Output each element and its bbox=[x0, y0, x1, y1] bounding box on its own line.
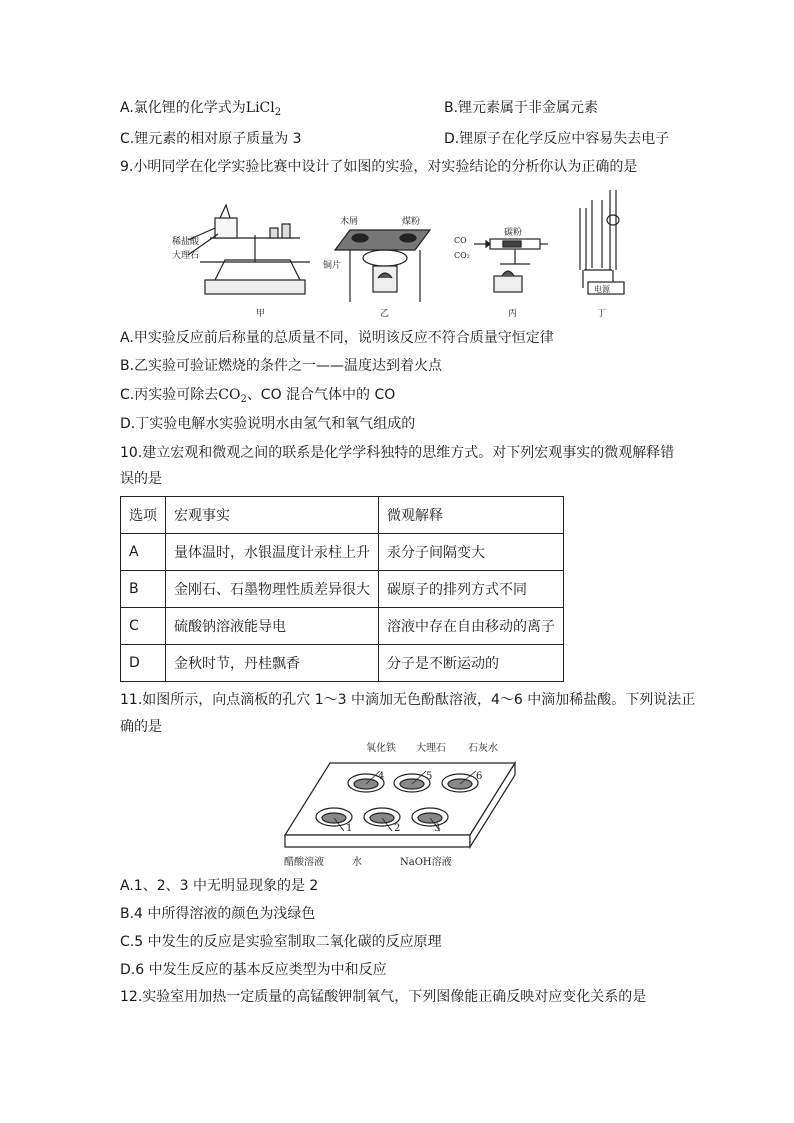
table-row: C 硫酸钠溶液能导电 溶液中存在自由移动的离子 bbox=[121, 608, 564, 645]
q11-option-b: B.4 中所得溶液的颜色为浅绿色 bbox=[120, 906, 316, 922]
q8-option-d: D.锂原子在化学反应中容易失去电子 bbox=[444, 131, 670, 147]
ding-label-power: 电源 bbox=[594, 285, 610, 294]
header-macro: 宏观事实 bbox=[166, 497, 379, 534]
label-naoh: NaOH溶液 bbox=[400, 857, 452, 868]
bing-caption: 丙 bbox=[508, 309, 518, 319]
q9-option-c: C.丙实验可除去$CO_2$、CO 混合气体中的 CO bbox=[120, 387, 396, 405]
header-micro: 微观解释 bbox=[379, 497, 564, 534]
well-number-3: 3 bbox=[434, 823, 441, 834]
well-number-5: 5 bbox=[426, 771, 433, 782]
q9-stem: 9.小明同学在化学实验比赛中设计了如图的实验，对实验结论的分析你认为正确的是 bbox=[120, 159, 638, 175]
q11-option-c: C.5 中发生的反应是实验室制取二氧化碳的反应原理 bbox=[120, 934, 442, 950]
q9-option-a: A.甲实验反应前后称量的总质量不同，说明该反应不符合质量守恒定律 bbox=[120, 330, 554, 346]
ding-caption: 丁 bbox=[597, 309, 607, 319]
q12-stem: 12.实验室用加热一定质量的高锰酸钾制氧气，下列图像能正确反映对应变化关系的是 bbox=[120, 989, 647, 1005]
q11-spot-plate-figure bbox=[0, 735, 794, 875]
yi-label-copper: 铜片 bbox=[323, 261, 342, 271]
bing-label-co2: CO₂ bbox=[454, 251, 470, 260]
q10-stem-line2: 误的是 bbox=[120, 471, 162, 487]
ding-electrolysis-apparatus bbox=[580, 190, 624, 294]
table-row: B 金刚石、石墨物理性质差异很大 碳原子的排列方式不同 bbox=[121, 571, 564, 608]
q8-option-c: C.锂元素的相对原子质量为 3 bbox=[120, 131, 302, 147]
q11-option-a: A.1、2、3 中无明显现象的是 2 bbox=[120, 878, 319, 894]
q11-stem-line2: 确的是 bbox=[120, 719, 162, 735]
yi-label-sawdust: 木屑 bbox=[340, 217, 359, 227]
well-number-2: 2 bbox=[394, 823, 401, 834]
q8-option-b: B.锂元素属于非金属元素 bbox=[444, 100, 599, 116]
q10-stem-line1: 10.建立宏观和微观之间的联系是化学学科独特的思维方式。对下列宏观事实的微观解释错 bbox=[120, 445, 675, 461]
label-iron-oxide: 氧化铁 bbox=[366, 743, 396, 754]
label-acetic-acid: 醋酸溶液 bbox=[284, 857, 324, 868]
q10-table bbox=[120, 496, 564, 682]
well-number-4: 4 bbox=[378, 771, 385, 782]
yi-label-coal: 煤粉 bbox=[402, 217, 421, 227]
label-water: 水 bbox=[352, 857, 362, 868]
well-number-1: 1 bbox=[346, 823, 353, 834]
table-row: A 量体温时，水银温度计汞柱上升 汞分子间隔变大 bbox=[121, 534, 564, 571]
jia-label-marble: 大理石 bbox=[172, 251, 200, 261]
yi-caption: 乙 bbox=[380, 309, 390, 319]
q8-option-a: A.氯化锂的化学式为LiCl$_2$ bbox=[120, 100, 282, 118]
q8-formula: LiCl$_2$ bbox=[245, 100, 282, 118]
bing-label-carbon: 碳粉 bbox=[504, 228, 523, 238]
q9-option-b: B.乙实验可验证燃烧的条件之一——温度达到着火点 bbox=[120, 358, 443, 374]
header-option: 选项 bbox=[121, 497, 166, 534]
jia-balance-apparatus bbox=[188, 205, 310, 294]
table-header-row bbox=[121, 497, 564, 534]
q9-figure bbox=[0, 180, 794, 320]
jia-label-hcl: 稀盐酸 bbox=[172, 237, 200, 247]
table-row: D 金秋时节，丹桂飘香 分子是不断运动的 bbox=[121, 645, 564, 682]
label-marble: 大理石 bbox=[416, 743, 446, 754]
well-number-6: 6 bbox=[476, 771, 483, 782]
q11-option-d: D.6 中发生反应的基本反应类型为中和反应 bbox=[120, 962, 387, 978]
jia-caption: 甲 bbox=[256, 309, 266, 319]
bing-label-co: CO bbox=[454, 236, 467, 245]
yi-combustion-apparatus bbox=[335, 230, 430, 302]
label-limewater: 石灰水 bbox=[468, 743, 498, 754]
q9-option-d: D.丁实验电解水实验说明水由氢气和氧气组成的 bbox=[120, 416, 416, 432]
bing-reduction-apparatus bbox=[474, 239, 548, 292]
q11-stem-line1: 11.如图所示，向点滴板的孔穴 1～3 中滴加无色酚酞溶液，4～6 中滴加稀盐酸。下列说法正 bbox=[120, 692, 696, 708]
